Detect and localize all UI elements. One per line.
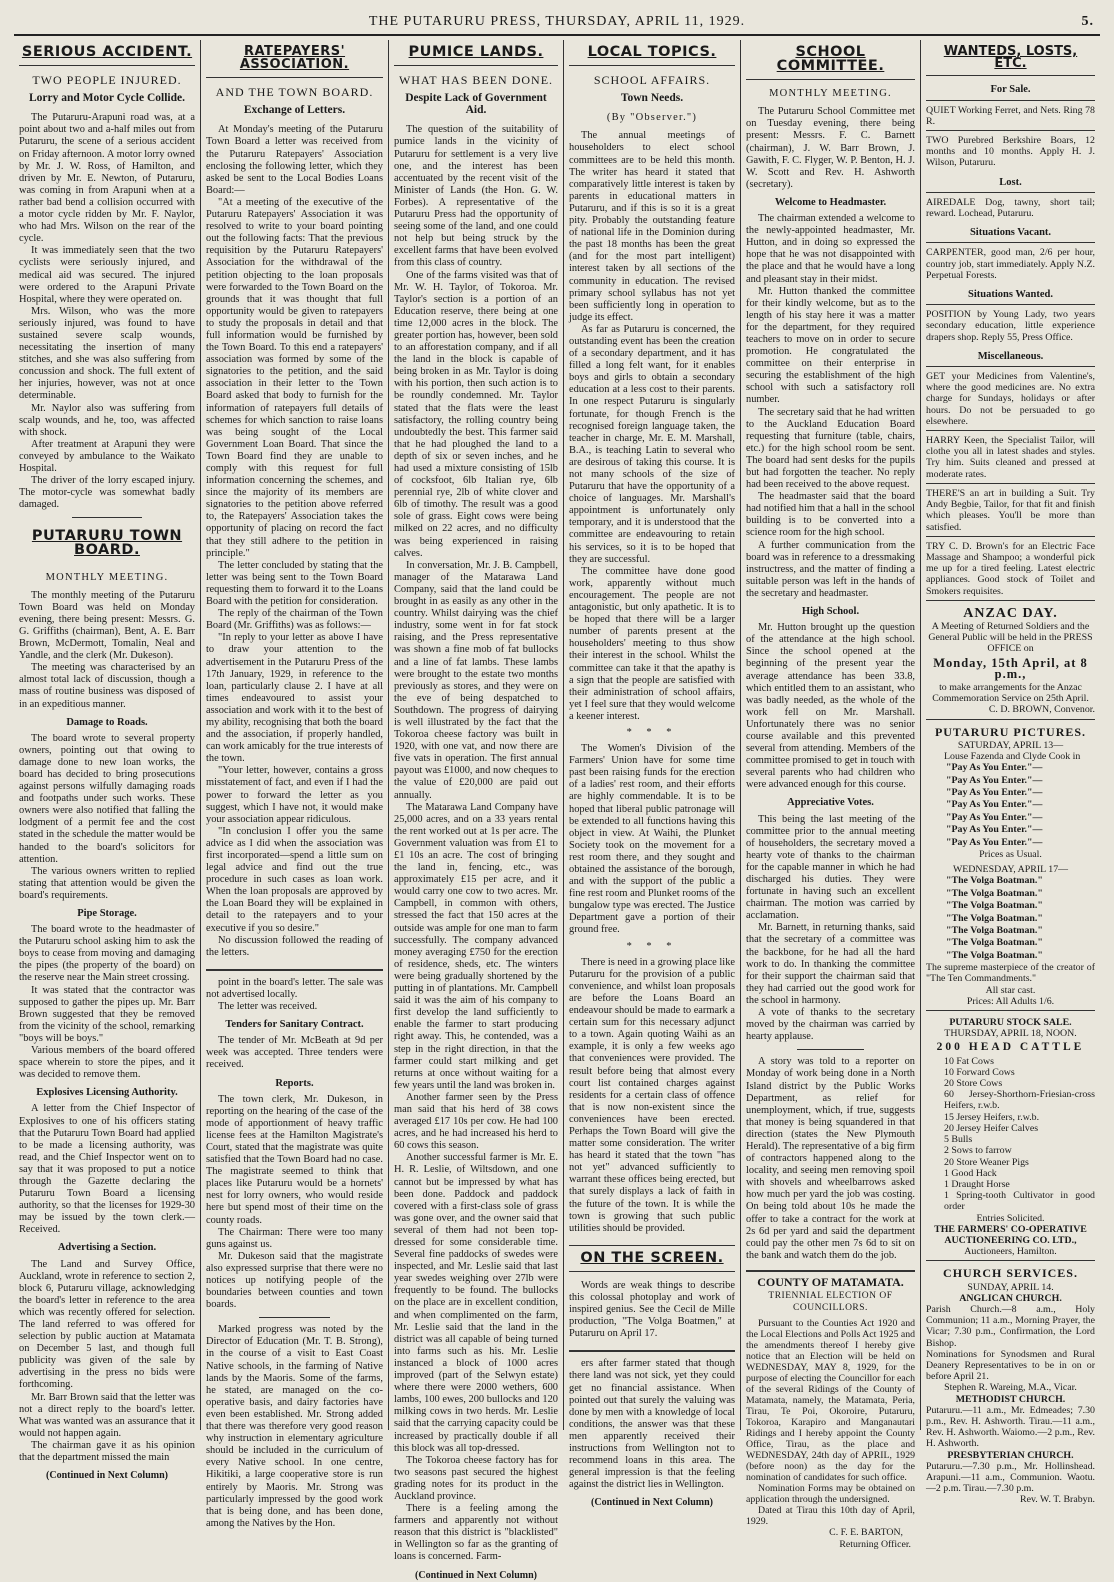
- column-2: [201, 38, 388, 1529]
- classified-section: Miscellaneous.: [977, 350, 1044, 362]
- stock-item: 1 Spring-tooth Cultivator in good order: [944, 1190, 1095, 1213]
- classified-ad: [926, 430, 1095, 483]
- page-number: 5.: [1081, 14, 1094, 29]
- paragraph: The Land and Survey Office, Auckland, wrote in reference to section 2, block 6, Putaruru village, acknowledging the board's letter in reference to the area which was recently offered for selection. The land referred to was offered for selection by public auction at Matamata on December 5 last, and though full publicity was given of the sale by advertising in the press no bids were forthcoming.: [19, 1258, 195, 1391]
- classified-ad: [926, 366, 1095, 430]
- classified-ad: [926, 242, 1095, 284]
- church-text: Parish Church.—8 a.m., Holy Communion; 11 a.m., Morning Prayer, the Vicar; 7.30 p.m., Confirmation, the Lord Bishop.: [926, 1303, 1095, 1349]
- paragraph: The Women's Division of the Farmers' Union have for some time past been raising funds for the erection of a ladies' rest room, and their efforts are highly commendable. It is to be hoped that liberal public patronage will be extended to all functions having this object in view. At Waihi, the Plunket Society took on the movement for a rest room there, and they sought and obtained the assistance of the borough, and with the support of the public a fine rest room and Plunket rooms of the bungalow type was erected. The Justice Department gave a portion of their ground free.: [569, 743, 735, 936]
- deck: Town Needs.: [620, 92, 684, 105]
- paragraph: point in the board's letter. The sale was not advertised locally.: [206, 976, 383, 1000]
- anzac-date: Monday, 15th April, at 8 p.m.,: [933, 655, 1088, 681]
- film-title: "The Volga Boatman.": [946, 912, 1043, 924]
- anzac-heading: ANZAC DAY.: [963, 605, 1058, 621]
- paragraph: "In reply to your letter as above I have to draw your attention to the advertisement in the Putaruru Press of the 17th January, 1929, in reference to the loan, particularly clause 2. I have at all times endeavoured to assist your association and work with it to the best of my ability, recognising that both the board and the association, if properly handled, can work amicably for the true interests of the town.: [206, 632, 383, 765]
- paragraph: The monthly meeting of the Putaruru Town Board was held on Monday evening, there being present: Messrs. G. G. Griffiths (chairman), Bent, A. E. Barr Brown, McDermott, Tomalin, Neal and Yandle, and the clerk (Mr. Dukeson).: [19, 589, 195, 662]
- auctioneer-name: THE FARMERS' CO-OPERATIVE AUCTIONEERING CO. LTD.,: [934, 1223, 1087, 1246]
- subheading: WHAT HAS BEEN DONE.: [398, 73, 554, 88]
- byline: (By "Observer."): [606, 112, 698, 124]
- article-header: [19, 40, 195, 66]
- ad-text: TWO Purebred Berkshire Boars, 12 months and 10 months. Apply H. J. Wilson, Putaruru.: [926, 135, 1095, 169]
- paragraph: The Putaruru-Arapuni road was, at a point about two and a-half miles out from Putaruru, the scene of a serious accident on Friday afternoon. A motor lorry owned by Mr. J. W. Ross, of Hamilton, and driven by Mr. E. Newton, of Putaruru, was coming in from Arapuni when at a rather bad bend a collision occurred with a motor cycle ridden by Mr. F. Naylor, who had Mrs. Wilson on the rear of the cycle.: [19, 112, 195, 245]
- anzac-signature: C. D. BROWN, Convenor.: [988, 704, 1095, 716]
- classified-section: Situations Vacant.: [969, 227, 1052, 239]
- paragraph: The Putaruru School Committee met on Tuesday evening, there being present: Messrs. F. C. Barnett (chairman), J. W. Barr Brown, J. Gawith, F. C. Flyger, W. P. Benton, H. J. W. Scott and Rev. H. Ashworth (secretary).: [746, 106, 915, 190]
- paragraph: Mrs. Wilson, who was the more seriously injured, was found to have sustained severe scalp wounds, necessitating the insertion of many stitches, and she was also suffering from concussion and shock. The full extent of her injuries, however, was not at once determinable.: [19, 305, 195, 402]
- classified-section: Lost.: [999, 176, 1022, 188]
- paragraph: It was immediately seen that the two cyclists were seriously injured, and medical aid was secured. The injured were ordered to the Arapuni Private Hospital, where they were operated on.: [19, 245, 195, 305]
- continued-note: (Continued in Next Column): [46, 1470, 168, 1482]
- paragraph: "Your letter, however, contains a gross misstatement of fact, and even if I had the power to forward the letter as you suggest, which I have not, it would make your association appear ridiculous.: [206, 765, 383, 825]
- column-3: [389, 38, 563, 1581]
- classified-ad: [926, 536, 1095, 600]
- stock-item: 5 Bulls: [944, 1134, 973, 1146]
- church-sign: Rev. W. T. Brabyn.: [1020, 1494, 1095, 1506]
- film-title: "The Volga Boatman.": [946, 937, 1043, 949]
- ad-text: AIREDALE Dog, tawny, short tail; reward. Lochead, Putaruru.: [926, 196, 1095, 220]
- screening-stars: Louse Fazenda and Clyde Cook in: [944, 750, 1081, 762]
- paragraph: The letter was received.: [218, 1001, 318, 1013]
- ad-text: GET your Medicines from Valentine's, where the good medicines are. No extra charge for Sundays, holidays or after hours. Do not be persuaded to go elsewhere.: [926, 371, 1095, 427]
- stock-date: THURSDAY, APRIL 18, NOON.: [944, 1028, 1077, 1040]
- paragraph: Marked progress was noted by the Director of Education (Mr. T. B. Strong), in the course of a visit to East Coast Native schools, in the farming of Native lands by the Maoris. Some of the farms, he stated, are managed on the co-operative basis, and dairy factories have even been established. Mr. Strong added that there was therefore very good reason why instruction in elementary agriculture should be included in the curriculum of every Native school. In one centre, Hikitiki, a large cooperative store is run entirely by Maoris. Mr. Strong was particularly impressed by the good work that is being done, and has been done, among the Natives by the Hon.: [206, 1324, 383, 1529]
- divider: [206, 969, 383, 971]
- column-1: [14, 38, 200, 1482]
- article-header: [569, 40, 735, 66]
- section-heading: Damage to Roads.: [66, 716, 148, 728]
- paragraph: Another successful farmer is Mr. E. H. R. Leslie, of Wiltsdown, and one cannot but be impressed by what has been done. Paddock and paddock covered with a first-class sole of grass was gone over, and the owner said that several of them had not been top-dressed for some considerable time. Several fine paddocks of swedes were inspected, and Mr. Leslie said that last year swedes weighing over 27lb were frequently to be found. The bullocks on the place are in excellent condition, and when complimented on the farm, Mr. Leslie said that the land in the district was all capable of being turned into farms such as his. Mr. Leslie instanced a block of 1000 acres improved (part of the Selwyn estate) where there were 2000 wethers, 600 lambs, 100 ewes, 200 bullocks and 120 milking cows in two herds. Mr. Leslie said that the carrying capacity could be increased by practically double if all this block was all top-dressed.: [394, 1152, 558, 1454]
- paragraph: No discussion followed the reading of the letters.: [206, 934, 383, 958]
- paragraph: One of the farms visited was that of Mr. W. H. Taylor, of Tokoroa. Mr. Taylor's section is a portion of an Education reserve, there being at one time 12,000 acres in the block. The greater portion has, however, been sold to an afforestation company, and if all the land in the block is capable of being broken in as Mr. Taylor is doing with his portion, then such action is to be roundly condemned. Mr. Taylor stated that the flats were the least satisfactory, the rolling country being undoubtedly the best. This farmer said that he had ploughed the land to a depth of six or seven inches, and he had used a mixture consisting of 15lb of cocksfoot, 6lb Italian rye, 6lb perennial rye, 2lb of white clover and 6lb of timothy. The result was a good sole of grass. Eight cows were being milked on 22 acres, and no difficulty was being experienced in raising calves.: [394, 269, 558, 559]
- continued-note: (Continued in Next Column): [591, 1497, 713, 1509]
- film-title: "Pay As You Enter."—: [946, 811, 1043, 823]
- paragraph: "In conclusion I offer you the same advice as I did when the association was first incorporated—spend a little sum on legal advice and find out the true procedure in such cases as loan work. When the loan proposals are approved by the Loan Board they will be explained in detail to the ratepayers and to your executive if you so desire.": [206, 825, 383, 934]
- anzac-text: to make arrangements for the Anzac Commemoration Service on 25th April.: [932, 681, 1089, 705]
- subheading: TWO PEOPLE INJURED.: [32, 73, 182, 88]
- church-name: ANGLICAN CHURCH.: [959, 1292, 1062, 1304]
- stock-item: 20 Jersey Heifer Calves: [944, 1122, 1039, 1134]
- masthead: [14, 14, 1100, 36]
- notice-subheading: TRIENNIAL ELECTION OF COUNCILLORS.: [768, 1291, 893, 1314]
- anzac-text: A Meeting of Returned Soldiers and the General Public will be held in the PRESS OFFICE on: [928, 620, 1093, 655]
- paragraph: The driver of the lorry escaped injury. The motor-cycle was somewhat badly damaged.: [19, 475, 195, 511]
- divider: [746, 1270, 915, 1272]
- paragraph: At Monday's meeting of the Putaruru Town Board a letter was received from the Putaruru Ratepayers' Association enclosing the following letter, which they asked be sent to the Local Bodies Loans Board:—: [206, 124, 383, 196]
- separator-stars: * * *: [626, 940, 678, 952]
- film-title: "Pay As You Enter."—: [946, 774, 1043, 786]
- paragraph: A letter from the Chief Inspector of Explosives to one of his officers stating that the Putaruru Town Board had applied to be made a licensing authority, was read, and the Chief Inspector went on to say that it was proposed to put a notice through the Gazette declaring the Putaruru Town Board a licensing authority, so that the licenses for 1929-30 may be issued by the town clerk.—Received.: [19, 1103, 195, 1236]
- paragraph: The letter concluded by stating that the letter was being sent to the Town Board requesting them to forward it to the Loans Board with the petition for consideration.: [206, 559, 383, 608]
- film-title: "The Volga Boatman.": [946, 925, 1043, 937]
- paragraph: A vote of thanks to the secretary moved by the chairman was carried by hearty applause.: [746, 1007, 915, 1043]
- classified-ad: [926, 483, 1095, 536]
- stock-sale-notice: [926, 1010, 1095, 1260]
- masthead-title: THE PUTARURU PRESS, THURSDAY, APRIL 11, 1929.: [368, 14, 746, 29]
- screening-date: SATURDAY, APRIL 13—: [957, 739, 1064, 751]
- cast-note: All star cast.: [985, 984, 1036, 996]
- article-header: [926, 40, 1095, 76]
- article-header: [746, 40, 915, 80]
- film-title: "Pay As You Enter."—: [946, 762, 1043, 774]
- stock-heading: PUTARURU STOCK SALE.: [949, 1017, 1072, 1029]
- pictures-heading: PUTARURU PICTURES.: [934, 724, 1087, 739]
- subheading: MONTHLY MEETING.: [769, 88, 892, 100]
- paragraph: A further communication from the board was in reference to a dressmaking instructress, and the matter of finding a suitable person was left in the hands of the secretary and headmaster.: [746, 539, 915, 599]
- ad-text: QUIET Working Ferret, and Nets. Ring 78 R.: [926, 104, 1095, 127]
- separator-stars: * * *: [626, 726, 678, 738]
- section-heading: Appreciative Votes.: [787, 797, 874, 809]
- film-title: "Pay As You Enter."—: [946, 799, 1043, 811]
- paragraph: Another farmer seen by the Press man said that his herd of 38 cows averaged £17 10s per cow. He had 100 acres, and he had increased his herd to 60 cows this season.: [394, 1091, 558, 1152]
- paragraph: Mr. Dukeson said that the magistrate also expressed surprise that there were no notices up notifying people of the boundaries between counties and town boards.: [206, 1250, 383, 1311]
- ad-text: POSITION by Young Lady, two years secondary education, little experience drapers shop. Reply 55, Press Office.: [926, 309, 1095, 343]
- classified-ad: [926, 130, 1095, 172]
- paragraph: The town clerk, Mr. Dukeson, in reporting on the hearing of the case of the mode of apportionment of heavy traffic license fees at the Hamilton Magistrate's Court, stated that the magistrate was quite satisfied that the Town Board had no case. The magistrate seemed to think that places like Putaruru would be a hornets' nest for lorry owners, who would reside here but spend most of their time on the county roads.: [206, 1093, 383, 1226]
- paragraph: The question of the suitability of pumice lands in the vicinity of Putaruru for settlement is a very live one, and the interest has been accentuated by the recent visit of the Minister of Lands (the Hon. G. W. Forbes). A representative of the Putaruru Press had the opportunity of seeing some of the land, and one could not help but being struck by the excellent farms that have been evolved from this class of country.: [394, 124, 558, 269]
- paragraph: Mr. Barnett, in returning thanks, said that the secretary of a committee was the backbone, for he had all the hard work to do. In thanking the committee for their support the chairman said that they had carried out the good work for the school in harmony.: [746, 922, 915, 1006]
- stock-item: 20 Store Weaner Pigs: [944, 1156, 1029, 1168]
- anzac-day-notice: [926, 600, 1095, 719]
- notice-heading: COUNTY OF MATAMATA.: [757, 1274, 904, 1289]
- ad-text: HARRY Keen, the Specialist Tailor, will clothe you all in latest shades and styles. Try him. Suits cleaned and pressed at moderate rates.: [926, 435, 1095, 480]
- paragraph: The chairman gave it as his opinion that the department missed the main: [19, 1439, 195, 1464]
- church-text: Nominations for Synodsmen and Rural Deanery Representatives to be in on or before April 21.: [926, 1348, 1095, 1383]
- classified-ad: [926, 100, 1095, 130]
- stock-item: 15 Jersey Heifers, r.w.b.: [944, 1111, 1040, 1123]
- prices: Prices as Usual.: [979, 849, 1042, 860]
- article-header: [19, 524, 195, 563]
- notice-text: Nomination Forms may be obtained on application through the undersigned.: [746, 1483, 915, 1506]
- paragraph: The secretary said that he had written to the Auckland Education Board requesting that furniture (table, chairs, etc.) for the high school room be sent. The board had sent desks for the pupils but had forgotten the teacher. No reply had been received to the above request.: [746, 406, 915, 491]
- church-name: METHODIST CHURCH.: [955, 1393, 1066, 1405]
- paragraph: Mr. Hutton brought up the question of the attendance at the high school. Since the school opened at the beginning of the present year the average attendance has been 33.8, which entitled them to an assistant, who was badly needed, as the whole of the work fell on Mr. Marshall. Unfortunately there was no senior course available and this prevented several from attending. Members of the committee promised to get in touch with several parents who had children who were advanced enough for this course.: [746, 622, 915, 791]
- paragraph: Mr. Hutton thanked the committee for their kindly welcome, but as to the length of his stay here it was a matter for the department, for they required teachers to move on in order to secure promotion. He congratulated the committee on their enterprise in securing the establishment of the high school with such a satisfactory roll number.: [746, 285, 915, 406]
- film-title: "The Volga Boatman.": [946, 900, 1043, 912]
- column-4: [564, 38, 740, 1509]
- paragraph: The various owners written to replied stating that attention would be given the board's requirements.: [19, 865, 195, 901]
- article-header: [206, 40, 383, 78]
- headline-ratepayers: RATEPAYERS' ASSOCIATION.: [239, 44, 350, 73]
- paragraph: The annual meetings of householders to elect school committees are to be held this month. The writer has heard it stated that comparatively little interest is taken by parents in educational matters in Putaruru, and if this is so it is a great pity. Probably the outstanding feature of national life in the Dominion during the past 18 months has been the great (and for the most part intelligent) interest taken by all sections of the community in education. The revised primary school syllabus has not yet been sufficiently long in operation to judge its effect.: [569, 130, 735, 323]
- divider: [569, 1350, 735, 1352]
- subheading: SCHOOL AFFAIRS.: [593, 73, 711, 88]
- paragraph: There is a feeling among the farmers and apparently not without reason that this district is "blacklisted" in Wellington so far as the granting of loans is concerned. Farm-: [394, 1503, 558, 1563]
- headline-serious-accident: SERIOUS ACCIDENT.: [21, 44, 193, 60]
- church-date: SUNDAY, APRIL 14.: [967, 1281, 1054, 1293]
- paragraph: There is need in a growing place like Putaruru for the provision of a public convenience, and whilst loan proposals are before the Loans Board an endeavour should be made to earmark a certain sum for this necessary adjunct to a town. Again quoting Waihi as an example, it is only a few weeks ago that conveniences were provided. The result before being that almost every court list contained charges against residents for a certain class of offence that is now non-existent since the conveniences have been erected. Perhaps the Town Board will give the matter some consideration. The writer has heard it stated that the town "has not yet" advanced sufficiently to warrant these offices being erected, but that surely displays a lack of faith in the future of the town. It is while the town is growing that such public utilities should be provided.: [569, 956, 735, 1234]
- paragraph: The Chairman: There were too many guns against us.: [206, 1226, 383, 1250]
- stock-item: 10 Fat Cows: [944, 1055, 994, 1067]
- ad-text: TRY C. D. Brown's for an Electric Face Massage and Shampoo; a wonderful pick me up for a tired feeling. Latest electric appliances. Good stock of Toilet and Smokers requisites.: [926, 540, 1095, 597]
- headline-local-topics: LOCAL TOPICS.: [587, 44, 717, 60]
- classified-section: Situations Wanted.: [968, 289, 1053, 301]
- article-header: [394, 40, 558, 66]
- section-heading: Tenders for Sanitary Contract.: [225, 1019, 364, 1031]
- headline-wanteds: WANTEDS, LOSTS, ETC.: [943, 44, 1078, 72]
- entries-note: Entries Solicited.: [976, 1212, 1045, 1224]
- film-title: "Pay As You Enter."—: [946, 836, 1043, 848]
- pictures-notice: [926, 719, 1095, 1011]
- paragraph: ers after farmer stated that though there land was not sick, yet they could get no financial assistance. When pointed out that surely the valuing was done by men with a knowledge of local conditions, the answer was that these men apparently received their instructions from Wellington not to recommend loans in this area. The general impression is that the feeling against the district lies in Wellington.: [569, 1358, 735, 1491]
- paragraph: This being the last meeting of the committee prior to the annual meeting of householders, the secretary moved a hearty vote of thanks to the chairman for the capable manner in which he had discharged his duties. They were fortunate in having such an excellent chairman. The motion was carried by acclamation.: [746, 813, 915, 922]
- classified-ad: [926, 304, 1095, 346]
- column-6: [921, 38, 1100, 1506]
- church-services: [926, 1260, 1095, 1508]
- headline-pumice-lands: PUMICE LANDS.: [408, 44, 544, 60]
- stock-item: 1 Draught Horse: [944, 1178, 1010, 1190]
- subheading: MONTHLY MEETING.: [45, 571, 169, 583]
- paragraph: The board wrote to several property owners, pointing out that owing to damage done to new loan works, the board has decided to bring prosecutions against persons wilfully damaging roads and footpaths under such works. These owners were also notified that falling the lodgment of a permit fee and the cost stated in the schedule the matter would be handed to the board's solicitors for attention.: [19, 732, 195, 865]
- section-heading: Explosives Licensing Authority.: [36, 1087, 178, 1099]
- notice-role: Returning Officer.: [839, 1539, 911, 1551]
- subheading: AND THE TOWN BOARD.: [215, 85, 374, 100]
- section-heading: Pipe Storage.: [77, 908, 137, 919]
- notice-signature: C. F. E. BARTON,: [829, 1527, 903, 1539]
- paragraph: It was stated that the contractor was supposed to gather the pipes up. Mr. Barr Brown suggested that they be removed from the vicinity of the school, remarking "boys will be boys.": [19, 984, 195, 1044]
- column-5: [741, 38, 920, 1551]
- deck: Lorry and Motor Cycle Collide.: [29, 92, 185, 105]
- headline-on-the-screen: ON THE SCREEN.: [580, 1249, 724, 1266]
- film-note: The supreme masterpiece of the creator of "The Ten Commandments.": [926, 962, 1095, 985]
- section-heading: Welcome to Headmaster.: [774, 196, 887, 208]
- prices: Prices: All Adults 1/6.: [966, 995, 1055, 1007]
- paragraph: The Tokoroa cheese factory has for two seasons past secured the highest grading notes for its product in the Auckland province.: [394, 1454, 558, 1502]
- section-heading: Advertising a Section.: [57, 1242, 157, 1254]
- masthead-rule: [14, 34, 1100, 36]
- stock-item: 20 Store Cows: [944, 1078, 1003, 1090]
- section-heading: High School.: [801, 606, 860, 618]
- paragraph: The tender of Mr. McBeath at 9d per week was accepted. Three tenders were received.: [206, 1035, 383, 1071]
- paragraph: Words are weak things to describe this colossal photoplay and work of inspired genius. See the Cecil de Mille production, "The Volga Boatmen," at Putaruru on April 17.: [569, 1279, 735, 1340]
- paragraph: Various members of the board offered space wherein to store the pipes, and it was decided to remove them.: [19, 1045, 195, 1081]
- film-title: "The Volga Boatman.": [946, 887, 1043, 899]
- paragraph: Mr. Barr Brown said that the letter was not a direct reply to the board's letter. What was wanted was an assurance that it would not happen again.: [19, 1391, 195, 1439]
- stock-item: 1 Good Hack: [944, 1167, 997, 1179]
- church-text: Putaruru.—7.30 p.m., Mr. Hollinshead. Arapuni.—11 a.m., Communion. Waotu.—2 p.m. Tirau.—7.30 p.m.: [926, 1460, 1095, 1495]
- deck: Exchange of Letters.: [243, 104, 346, 117]
- screening-date: WEDNESDAY, APRIL 17—: [952, 864, 1069, 876]
- ad-text: CARPENTER, good man, 2/6 per hour, country job, start immediately. Apply N.Z. Perpetual Forests.: [926, 247, 1095, 281]
- divider: [72, 517, 142, 518]
- paragraph: As far as Putaruru is concerned, the outstanding event has been the creation of a secondary department, and it has filled a long felt want, for it enables boys and girls to obtain a secondary education at a less cost to their parents. In one respect Putaruru is singularly fortunate, for though French is the recognised foreign language taken, the teacher in charge, Mr. E. M. Marshall, B.A., is teaching Latin to several who are desirous of taking this course. It is not many schools of the size of Putaruru that have the opportunity of a choice of languages. Mr. Marshall's appointment is unfortunately only temporary, and it is understood that the committee are endeavouring to retain his services, so it is to be hoped that they are successful.: [569, 323, 735, 565]
- stock-item: 60 Jersey-Shorthorn-Friesian-cross Heifers, r.w.b.: [944, 1089, 1095, 1112]
- church-name: PRESBYTERIAN CHURCH.: [947, 1449, 1074, 1461]
- stock-item: 10 Forward Cows: [944, 1066, 1015, 1078]
- paragraph: A story was told to a reporter on Monday of work being done in a North Island district by the Public Works Department, as relief for unemployment, which, if true, suggests that money is being squandered in that direction (states the New Plymouth Herald). The representative of a big firm of contractors happened along to the locality, and seeing men removing spoil with shovels and wheelbarrows asked how much per yard the job was costing. On being told about 10s he made the offer to take a contract for the work at 2s 6d per yard and said the department could pay the other men 7s 6d to sit on the bank and watch them do the job.: [746, 1056, 915, 1261]
- paragraph: The headmaster said that the board had notified him that a hall in the school building is to be converted into a science room for the high school.: [746, 491, 915, 539]
- continued-note: (Continued in Next Column): [415, 1569, 537, 1581]
- church-heading: CHURCH SERVICES.: [943, 1266, 1078, 1281]
- church-text: Putaruru.—11 a.m., Mr. Edmeades; 7.30 p.m., Rev. H. Ashworth. Tirau.—11 a.m., Rev. H. Ashworth. Waiomo.—2 p.m., Rev. H. Ashworth.: [926, 1404, 1095, 1450]
- headline-school-committee: SCHOOL COMMITTEE.: [776, 44, 885, 75]
- article-header: [569, 1245, 735, 1272]
- paragraph: The chairman extended a welcome to the newly-appointed headmaster, Mr. Hutton, and in doing so expressed the hope that he was not disappointed with the place and that he would have a long and pleasant stay in their midst.: [746, 213, 915, 285]
- notice-dated: Dated at Tirau this 10th day of April, 1929.: [746, 1505, 915, 1528]
- paragraph: In conversation, Mr. J. B. Campbell, manager of the Matarawa Land Company, said that the land could be brought in as easily as any other in the country. Whilst dairying was the chief industry, some went in for fat stock raising, and the Press representative was shown a fine mob of fat bullocks and a line of fat lambs. These lambs were brought to the estate two months previously as stores, and they were on the eve of being despatched to Southdown. The progress of dairying is well illustrated by the fact that the Tokoroa cheese factory was built in 1920, with one vat, and now there are five vats in operation. The first annual payout was £1000, and now cheques to the value of £20,000 are paid out annually.: [394, 559, 558, 801]
- headline-town-board: PUTARURU TOWN BOARD.: [31, 528, 183, 559]
- film-title: "Pay As You Enter."—: [946, 786, 1043, 798]
- church-sign: Stephen R. Wareing, M.A., Vicar.: [944, 1382, 1077, 1394]
- paragraph: The meeting was characterised by an almost total lack of discussion, though a mass of routine business was disposed of in an expeditious manner.: [19, 662, 195, 710]
- paragraph: The reply of the chairman of the Town Board (Mr. Griffiths) was as follows:—: [206, 608, 383, 632]
- film-title: "The Volga Boatman.": [946, 875, 1043, 887]
- deck: Despite Lack of Government Aid.: [405, 92, 547, 117]
- ad-text: THERE'S an art in building a Suit. Try Andy Begbie, Tailor, for that fit and finish which pleases. You'll be more than satisfied.: [926, 487, 1095, 533]
- paragraph: "At a meeting of the executive of the Putaruru Ratepayers' Association it was resolved to write to your board pointing out the following facts: That the previous requisition by the Putaruru Ratepayers' Association for the withdrawal of the petition objecting to the loan proposals were forwarded to the Town Board on the grounds that it was thought that full opportunity would be given to ratepayers to study the proposals in detail and that full information would be furnished by the Town Board. To this end a ratepayers' association was formed by some of the signatories to the petition, and the said association in their letter to the Town Board asked that body to furnish for the information of ratepayers full details of schemes for which sanction to raise loans was being sought of the Local Government Loan Board. That since the Town Board find they are unable to comply with this request for full information concerning the schemes, and since the majority of its members are signatories to the petition above referred to, the Ratepayers' Association takes the opportunity of placing on record the fact that they still adhere to the petition in principle.": [206, 196, 383, 559]
- paragraph: The Matarawa Land Company have 25,000 acres, and on a 33 years rental the rent worked out at 1s per acre. The Government valuation was from £1 to £1 10s an acre. The cost of bringing the land in, fencing, etc., was approximately £15 per acre, and it would carry one cow to two acres. Mr. Campbell, in common with others, stressed the fact that 150 acres at the outside was ample for one man to farm successfully. The company advanced money averaging £750 for the erection of residence, sheds, etc. The winters were being gradually shortened by the putting in of plantations. Mr. Campbell said it was the aim of his company to first develop the land sufficiently to enable the farmer to start producing right away. This, he contended, was a step in the right direction, in that the farmer could start milking and get returns at once without waiting for a few years until the land was broken in.: [394, 801, 558, 1091]
- film-title: "Pay As You Enter."—: [946, 824, 1043, 836]
- paragraph: After treatment at Arapuni they were conveyed by ambulance to the Waikato Hospital.: [19, 438, 195, 474]
- classified-section: For Sale.: [990, 84, 1031, 96]
- stock-item: 2 Sows to farrow: [944, 1145, 1012, 1157]
- film-title: "The Volga Boatman.": [946, 949, 1043, 961]
- paragraph: Mr. Naylor also was suffering from scalp wounds, and he, too, was affected with shock.: [19, 402, 195, 438]
- divider: [259, 1317, 330, 1318]
- paragraph: The committee have done good work, apparently without much encouragement. The people are not antagonistic, but only apathetic. It is to be hoped that there will be a larger number of parents present at the householders' meeting to thus show their interest in the school. Whilst the committee can take it that the apathy is a sign that the people are satisfied with their administration of school affairs, yet I feel sure that they would welcome a keener interest.: [569, 565, 735, 722]
- paragraph: The board wrote to the headmaster of the Putaruru school asking him to ask the boys to cease from moving and damaging the pipes (the property of the board) on the reserve near the Main street crossing.: [19, 924, 195, 984]
- divider: [797, 1049, 865, 1050]
- notice-text: Pursuant to the Counties Act 1920 and the Local Elections and Polls Act 1925 and the amendments thereof I hereby give notice that an Election will be held on WEDNESDAY, MAY 8, 1929, for the purpose of electing the Councillor for each of the several Ridings of the County of Matamata, namely, the Matamata, Peria, Tirau, Te Poi, Okoroire, Putaruru, Tokoroa, Karapiro and Manganautari Ridings and I hereby appoint the County Office, Tirau, as the place and WEDNESDAY, 24th day of APRIL, 1929 (before noon) as the day for the nomination of candidates for such office.: [746, 1318, 915, 1484]
- section-heading: Reports.: [275, 1077, 314, 1089]
- stock-headline: 200 HEAD CATTLE: [936, 1041, 1085, 1054]
- auctioneer-location: Auctioneers, Hamilton.: [964, 1246, 1057, 1258]
- classified-ad: [926, 192, 1095, 222]
